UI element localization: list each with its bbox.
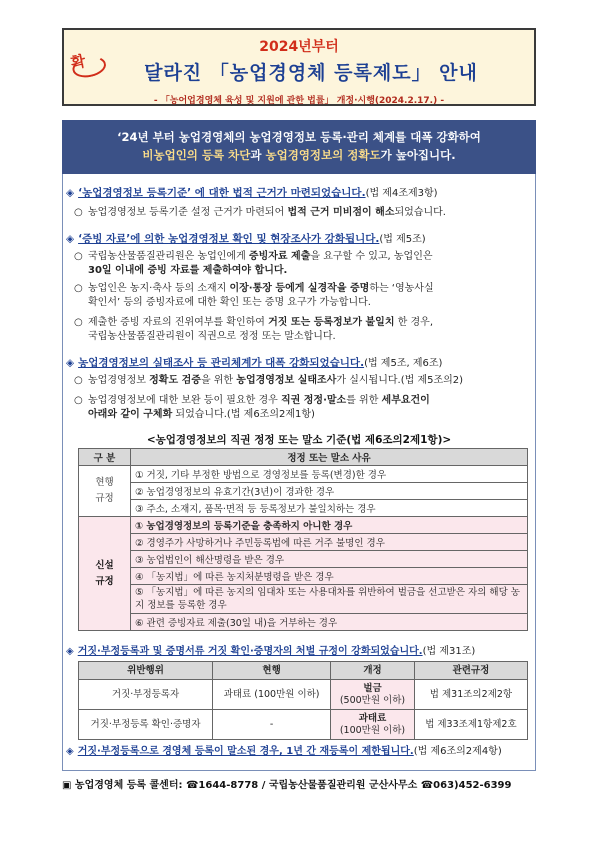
table-cell: 과태료 (100만원 이하): [213, 680, 331, 710]
table-row: [79, 680, 528, 710]
table-row: [79, 710, 528, 740]
page-subtitle: - 「농어업경영체 육성 및 지원에 관한 법률」 개정·시행(2024.2.17.) -: [153, 96, 445, 106]
title-year: 2024년부터: [259, 39, 339, 55]
table-cell: ① 거짓, 기타 부정한 방법으로 경영정보를 등록(변경)한 경우: [131, 466, 528, 483]
table-row: [79, 534, 528, 551]
banner-line-2: 비농업인의 등록 차단과 농업경영정보의 정확도가 높아집니다.: [142, 148, 456, 162]
table-header-cell: 정정 또는 말소 사유: [131, 449, 528, 466]
table-row: [79, 483, 528, 500]
section-5-heading: ◈ 거짓·부정등록으로 경영체 등록이 말소된 경우, 1년 간 재등록이 제한됩니다.(법 제6조의2제4항): [66, 746, 502, 757]
table-row: [79, 614, 528, 631]
table-header-cell: 개정: [331, 662, 415, 680]
section-3-heading: ◈ 농업경영정보의 실태조사 등 관리체계가 대폭 강화되었습니다.(법 제5조, 제6조): [66, 357, 443, 369]
diamond-icon: ◈: [66, 357, 75, 369]
circle-bullet-icon: ○: [74, 207, 83, 218]
circle-bullet-icon: ○: [74, 395, 83, 406]
table-cell: 법 제33조제1항제2호: [414, 710, 527, 740]
section-4-heading: ◈ 거짓·부정등록과 및 증명서류 거짓 확인·증명자의 처벌 규정이 강화되었습니다.(법 제31조): [66, 646, 476, 657]
section-2-item-1: ○ 국립농산물품질관리원은 농업인에게 증빙자료 제출을 요구할 수 있고, 농업인은 30일 이내에 증빙 자료를 제출하여야 합니다.: [74, 251, 433, 276]
circle-bullet-icon: ○: [74, 317, 83, 328]
table-header-row: [79, 662, 528, 680]
category-new: 신설 규정: [79, 517, 131, 631]
table-cell-revised: 벌금 (500만원 이하): [331, 680, 415, 710]
table-cell: 법 제31조의2제2항: [414, 680, 527, 710]
table-row: [79, 585, 528, 614]
section-2-heading: ◈ ‘증빙 자료’에 의한 농업경영정보 확인 및 현장조사가 강화됩니다.(법 제5조): [66, 233, 426, 245]
table-header-cell: 구 분: [79, 449, 131, 466]
contact-footer: ▣ 농업경영체 등록 콜센터: ☎1644-8778 / 국립농산물품질관리원 군산사무소 ☎063)452-6399: [62, 780, 512, 791]
diamond-icon: ◈: [66, 187, 75, 199]
category-current: 현행 규정: [79, 466, 131, 517]
table-cell: ② 경영주가 사망하거나 주민등록법에 따른 거주 불명인 경우: [131, 534, 528, 551]
section-1-item-1: ○ 농업경영정보 등록기준 설정 근거가 마련되어 법적 근거 미비점이 해소되었습니다.: [74, 207, 446, 218]
table-1-title: <농업경영정보의 직권 정정 또는 말소 기준(법 제6조의2제1항)>: [146, 434, 452, 446]
section-1-heading: ◈ ‘농업경영정보 등록기준’ 에 대한 법적 근거가 마련되었습니다.(법 제4조제3항): [66, 187, 438, 199]
section-2-item-2: ○ 농업인은 농지·축사 등의 소재지 이장·통장 등에게 실경작을 증명하는 ‘영농사실 확인서’ 등의 증빙자료에 대한 확인 또는 증명 요구가 가능합니다.: [74, 283, 434, 308]
table-cell: ④ 「농지법」에 따른 농지처분명령을 받은 경우: [131, 568, 528, 585]
circle-bullet-icon: ○: [74, 251, 83, 262]
table-row: [79, 466, 528, 483]
table-cell: 거짓·부정등록자: [79, 680, 213, 710]
correction-criteria-table: [78, 448, 528, 631]
circle-bullet-icon: ○: [74, 375, 83, 386]
table-cell: ③ 주소, 소재지, 품목·면적 등 등록정보가 불일치하는 경우: [131, 500, 528, 517]
table-cell: ⑥ 관련 증빙자료 제출(30일 내)을 거부하는 경우: [131, 614, 528, 631]
table-cell: 거짓·부정등록 확인·증명자: [79, 710, 213, 740]
table-header-cell: 위반행위: [79, 662, 213, 680]
badge-text: 확: [69, 51, 88, 73]
diamond-icon: ◈: [66, 646, 74, 657]
table-header-row: [79, 449, 528, 466]
table-row: [79, 500, 528, 517]
banner-line-1: ‘24년 부터 농업경영체의 농업경영정보 등록·관리 체계를 대폭 강화하여: [117, 130, 481, 144]
table-cell: ③ 농업법인이 해산명령을 받은 경우: [131, 551, 528, 568]
section-3-item-2: ○ 농업경영정보에 대한 보완 등이 필요한 경우 직권 정정·말소를 위한 세부요건이 아래와 같이 구체화 되었습니다.(법 제6조의2제1항): [74, 395, 430, 420]
table-header-cell: 관련규정: [414, 662, 527, 680]
table-header-cell: 현행: [213, 662, 331, 680]
expansion-badge: [69, 46, 109, 86]
table-cell: ① 농업경영정보의 등록기준을 충족하지 아니한 경우: [131, 517, 528, 534]
page-title: 달라진 「농업경영체 등록제도」 안내: [144, 62, 478, 84]
circle-bullet-icon: ○: [74, 283, 83, 294]
table-cell-revised: 과태료 (100만원 이하): [331, 710, 415, 740]
table-cell: -: [213, 710, 331, 740]
diamond-icon: ◈: [66, 233, 75, 245]
section-2-item-3: ○ 제출한 증빙 자료의 진위여부를 확인하여 거짓 또는 등록정보가 불일치 한 경우, 국립농산물품질관리원이 직권으로 정정 또는 말소합니다.: [74, 317, 434, 342]
diamond-icon: ◈: [66, 746, 74, 757]
table-row: [79, 551, 528, 568]
title-box: [62, 28, 536, 106]
table-row: [79, 517, 528, 534]
table-cell: ② 농업경영정보의 유효기간(3년)이 경과한 경우: [131, 483, 528, 500]
penalty-table: [78, 661, 528, 740]
summary-banner: [62, 120, 536, 174]
table-row: [79, 568, 528, 585]
table-cell: ⑤ 「농지법」에 따른 농지의 임대차 또는 사용대차를 위반하여 벌금을 선고받은 자의 해당 농지 정보를 등록한 경우: [131, 585, 528, 614]
section-3-item-1: ○ 농업경영정보 정확도 검증을 위한 농업경영정보 실태조사가 실시됩니다.(법 제5조의2): [74, 375, 464, 386]
